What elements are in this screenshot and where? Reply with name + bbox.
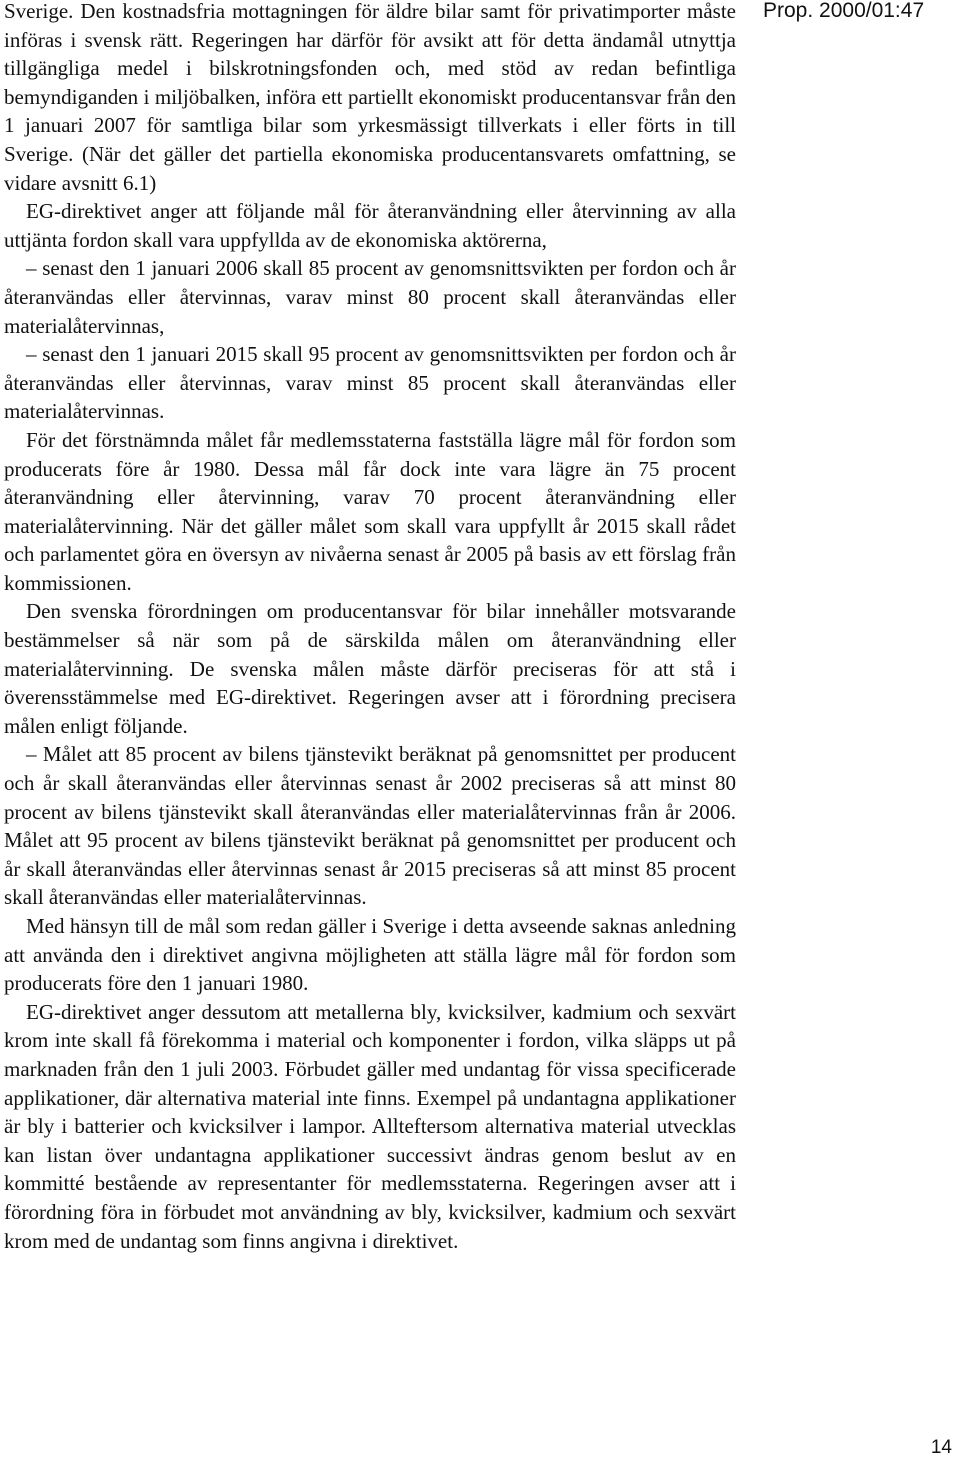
paragraph: EG-direktivet anger dessutom att metallerna bly, kvicksilver, kadmium och sexvärt krom inte skall få förekomma i material och komponenter i fordon, vilka släpps ut på marknaden från den 1 juli 2003. Förbudet gäller med undantag för vissa specificerade applikationer, där alternativa material inte finns. Exempel på undantagna applikationer är bly i batterier och kvicksilver i lampor. Allteftersom alternativa material utvecklas kan listan över undantagna applikationer successivt ändras genom beslut av en kommitté bestående av representanter för medlemsstaterna. Regeringen avser att i förordning föra in förbudet mot användning av bly, kvicksilver, kadmium och sexvärt krom med de undantag som finns angivna i direktivet. bbox=[4, 999, 736, 1253]
paragraph: För det förstnämnda målet får medlemsstaterna fastställa lägre mål för fordon som producerats före år 1980. Dessa mål får dock inte vara lägre än 75 procent återanvändning eller återvinning, varav 70 procent återanvändning eller materialåtervinning. När det gäller målet som skall vara uppfyllt år 2015 skall rådet och parlamentet göra en översyn av nivåerna senast år 2005 på basis av ett förslag från kommissionen. bbox=[4, 427, 736, 595]
paragraph: Med hänsyn till de mål som redan gäller i Sverige i detta avseende saknas anledning att använda den i direktivet angivna möjligheten att ställa lägre mål för fordon som producerats före den 1 januari 1980. bbox=[4, 914, 736, 996]
paragraph: EG-direktivet anger att följande mål för återanvändning eller återvinning av alla uttjänta fordon skall vara uppfyllda av de ekonomiska aktörerna, bbox=[4, 199, 736, 252]
page-number: 14 bbox=[930, 1437, 952, 1458]
dash-list-item: – senast den 1 januari 2006 skall 85 procent av genomsnittsvikten per fordon och år återanvändas eller återvinnas, varav minst 80 procent skall återanvändas eller materialåtervinnas, bbox=[4, 256, 736, 338]
dash-list-item: – Målet att 85 procent av bilens tjänstevikt beräknat på genomsnittet per producent och år skall återanvändas eller återvinnas senast år 2002 preciseras så att minst 80 procent av bilens tjänstevikt skall återanvändas eller materialåtervinnas från år 2006. Målet att 95 procent av bilens tjänstevikt beräknat på genomsnittet per producent och år skall återanvändas eller återvinnas senast år 2015 preciseras så att minst 85 procent skall återanvändas eller materialåtervinnas. bbox=[4, 742, 736, 910]
body-text bbox=[4, 0, 736, 1255]
document-reference: Prop. 2000/01:47 bbox=[763, 0, 925, 22]
paragraph: Den svenska förordningen om producentansvar för bilar innehåller motsvarande bestämmelser så när som på de särskilda målen om återanvändning eller materialåtervinning. De svenska målen måste därför preciseras för att stå i överensstämmelse med EG-direktivet. Regeringen avser att i förordning precisera målen enligt följande. bbox=[4, 599, 736, 738]
paragraph: Sverige. Den kostnadsfria mottagningen för äldre bilar samt för privatimporter måste införas i svensk rätt. Regeringen har därför för avsikt att för detta ändamål utnyttja tillgängliga medel i bilskrotningsfonden och, med stöd av redan befintliga bemyndiganden i miljöbalken, införa ett partiellt ekonomiskt producentansvar från den 1 januari 2007 för samtliga bilar som yrkesmässigt tillverkats i eller förts in till Sverige. (När det gäller det partiella ekonomiska producentansvarets omfattning, se vidare avsnitt 6.1) bbox=[4, 0, 736, 195]
dash-list-item: – senast den 1 januari 2015 skall 95 procent av genomsnittsvikten per fordon och år återanvändas eller återvinnas, varav minst 85 procent skall återanvändas eller materialåtervinnas. bbox=[4, 342, 736, 424]
